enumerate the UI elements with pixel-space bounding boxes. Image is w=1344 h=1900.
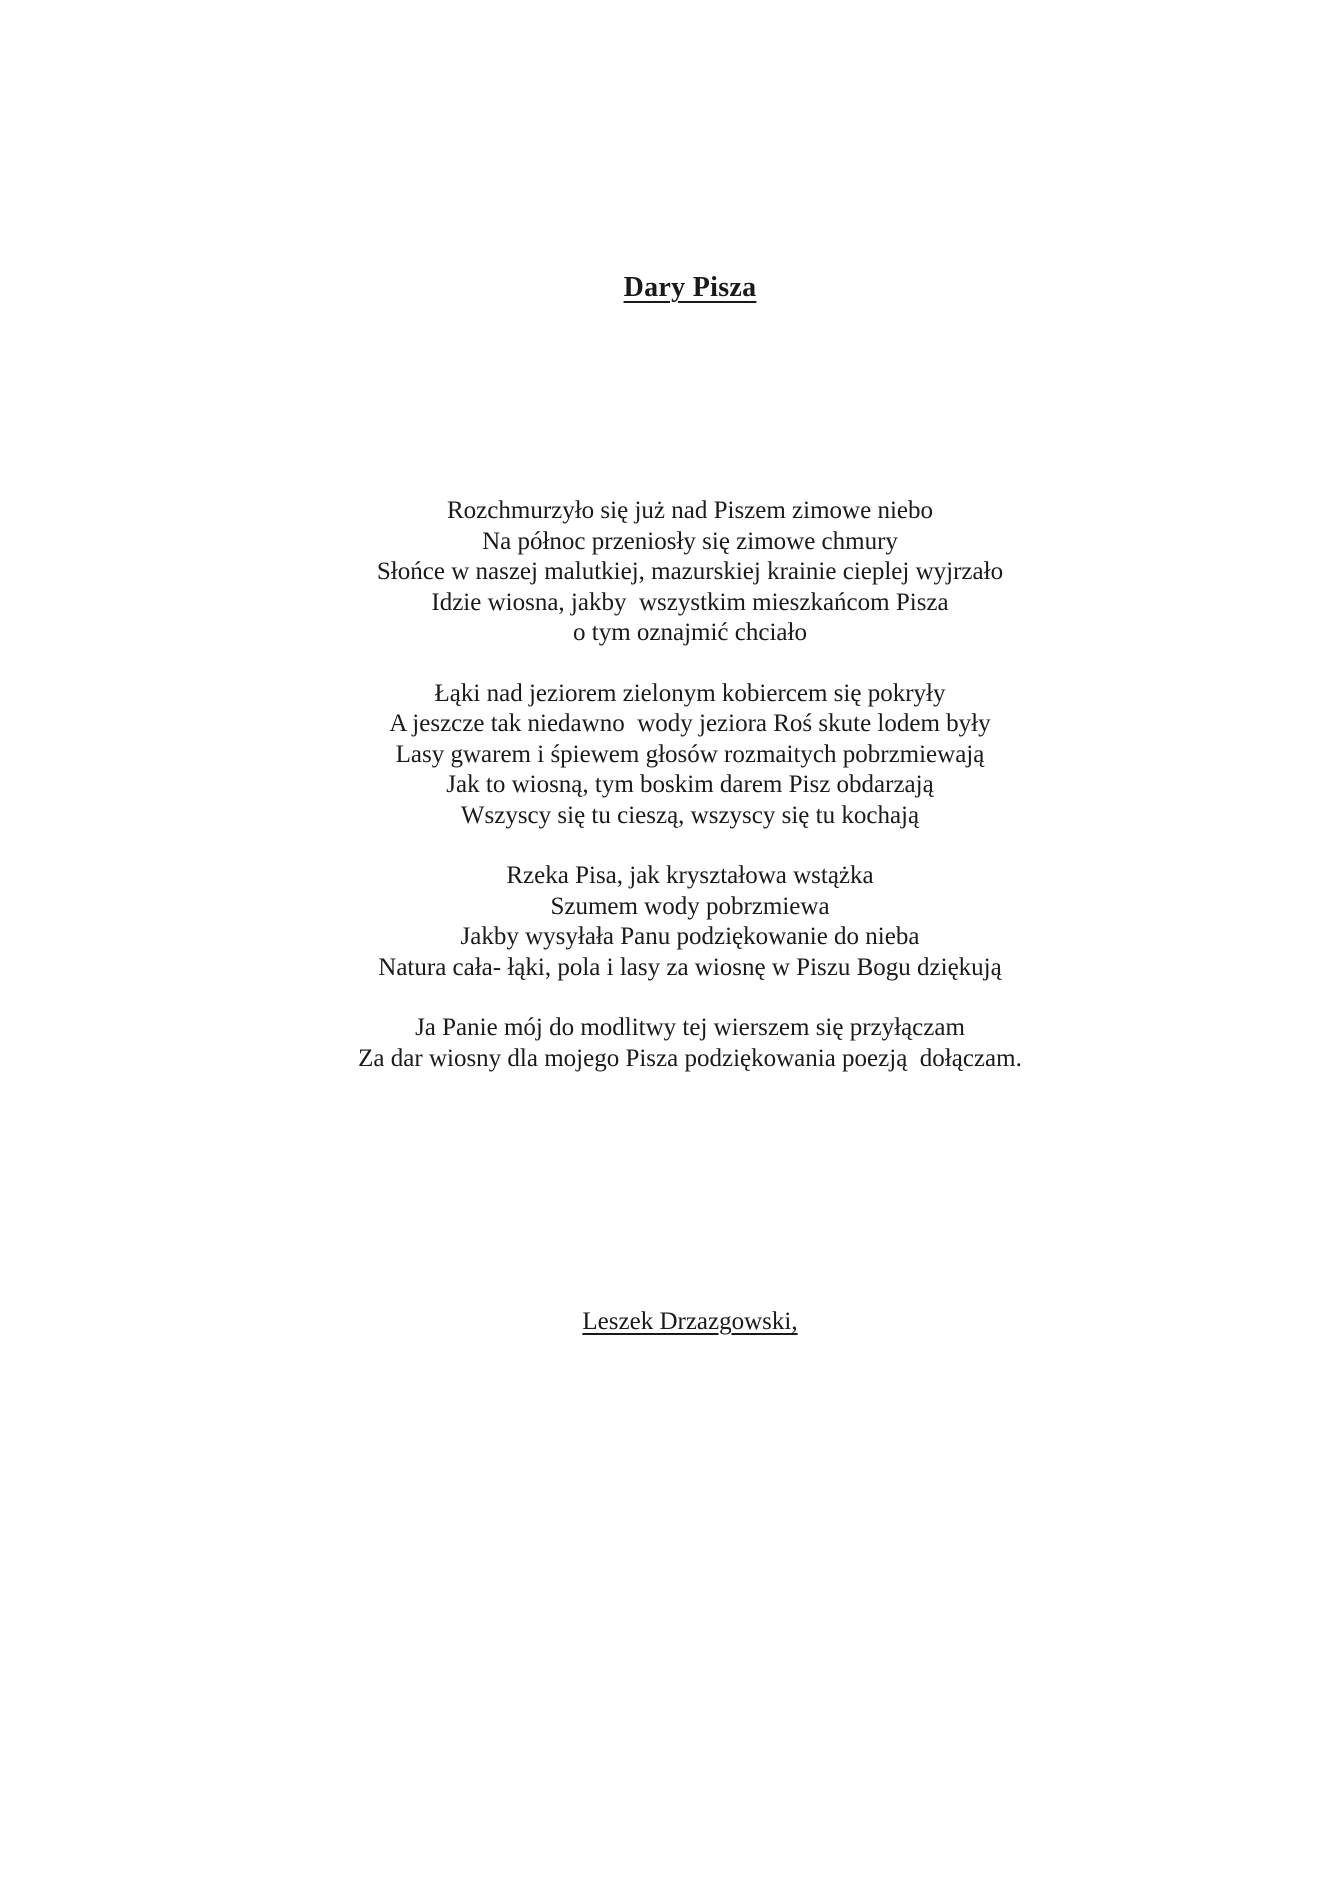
poem-line: o tym oznajmić chciało — [573, 619, 807, 646]
stanza — [0, 679, 1344, 832]
poem-line: Łąki nad jeziorem zielonym kobiercem się pokryły — [434, 679, 946, 707]
poem-line: Za dar wiosny dla mojego Pisza podziękowania poezją dołączam. — [358, 1044, 1022, 1072]
poem-line: Jakby wysyłała Panu podziękowanie do nieba — [460, 923, 920, 950]
poem-line: Idzie wiosna, jakby wszystkim mieszkańcom Pisza — [431, 588, 949, 616]
poem-line: Natura cała- łąki, pola i lasy za wiosnę w Piszu Bogu dziękują — [378, 953, 1002, 981]
poem-body — [0, 496, 1344, 1104]
stanza — [0, 496, 1344, 649]
author-signature: Leszek Drzazgowski, — [582, 1308, 798, 1335]
poem-line: A jeszcze tak niedawno wody jeziora Roś skute lodem były — [389, 710, 991, 737]
poem-line: Rzeka Pisa, jak kryształowa wstążka — [506, 862, 874, 889]
stanza — [0, 1013, 1344, 1074]
poem-line: Szumem wody pobrzmiewa — [550, 892, 830, 920]
poem-title: Dary Pisza — [623, 272, 757, 303]
poem-line: Jak to wiosną, tym boskim darem Pisz obdarzają — [446, 771, 934, 798]
poem-line: Na północ przeniosły się zimowe chmury — [482, 527, 898, 555]
poem-line: Ja Panie mój do modlitwy tej wierszem się przyłączam — [415, 1014, 965, 1041]
poem-line: Słońce w naszej malutkiej, mazurskiej krainie cieplej wyjrzało — [376, 558, 1004, 585]
poem-line: Rozchmurzyło się już nad Piszem zimowe niebo — [447, 497, 933, 524]
poem-line: Lasy gwarem i śpiewem głosów rozmaitych pobrzmiewają — [395, 740, 985, 768]
stanza — [0, 861, 1344, 983]
poem-line: Wszyscy się tu cieszą, wszyscy się tu kochają — [460, 801, 920, 829]
